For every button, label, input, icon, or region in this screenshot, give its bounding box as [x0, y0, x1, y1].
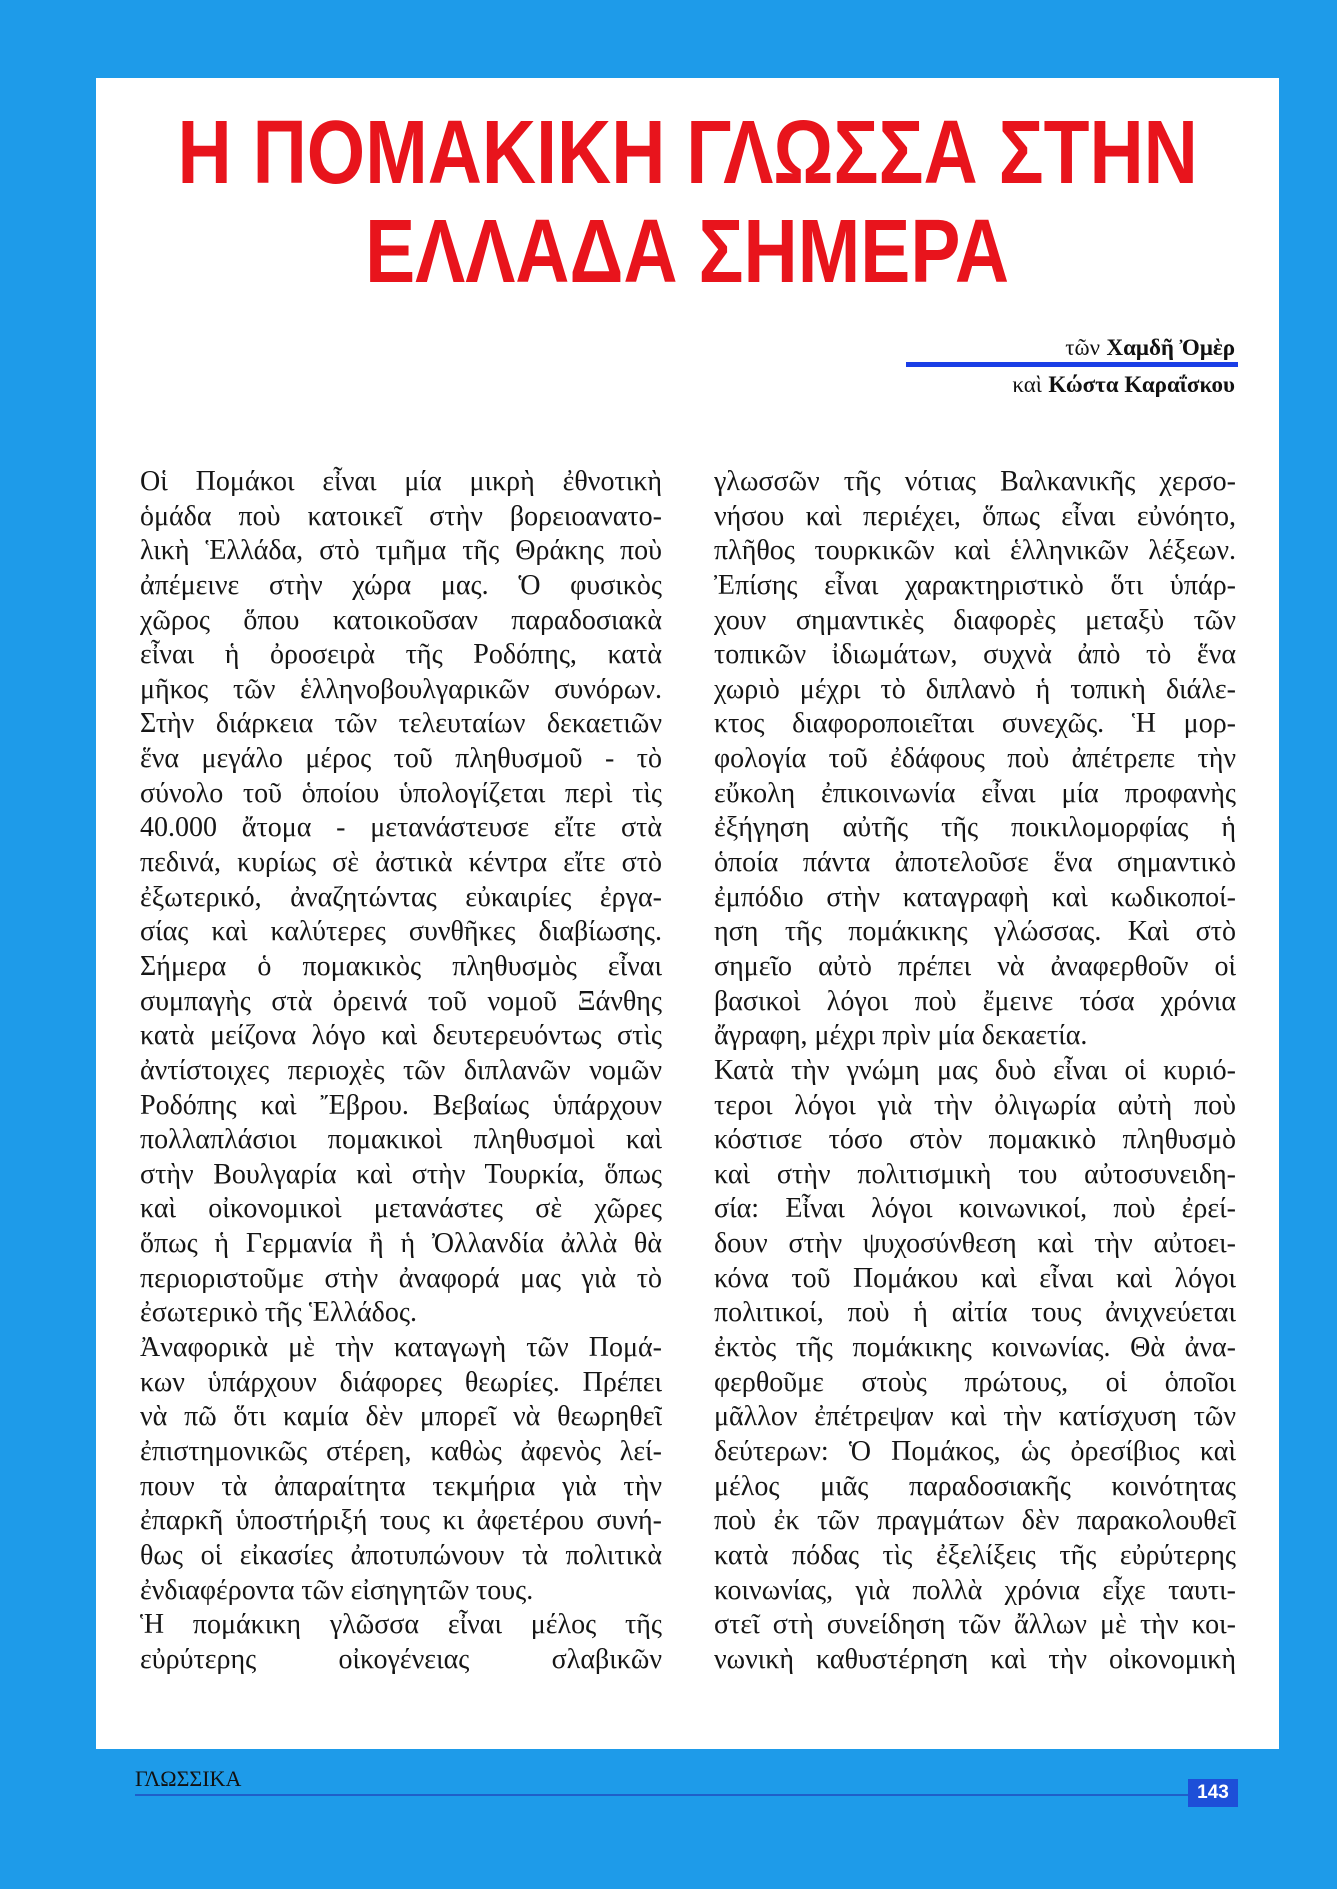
text-line: ἐσωτερικὸ τῆς Ἑλλάδος. [140, 1297, 417, 1329]
text-line: δουν στὴν ψυχοσύνθεση καὶ τὴν αὐτοει- [714, 1228, 1236, 1260]
text-line: στὴν Βουλγαρία καὶ στὴν Τουρκία, ὅπως [140, 1158, 662, 1190]
article-title-text: Η ΠΟΜΑΚΙΚΗ ΓΛΩΣΣΑ ΣΤΗΝ [177, 103, 1198, 203]
text-line: πολιτικοί, ποὺ ἡ αἰτία τους ἀνιχνεύεται [714, 1297, 1236, 1329]
text-line: ἄγραφη, μέχρι πρὶν μία δεκαετία. [714, 1020, 1088, 1052]
text-line: κατὰ πόδας τὶς ἐξελίξεις τῆς εὐρύτερης [714, 1539, 1236, 1571]
text-line: κόστισε τόσο στὸν πομακικὸ πληθυσμὸ [714, 1124, 1236, 1156]
text-line: ἐπαρκῆ ὑποστήριξή τους κι ἀφετέρου συνή- [140, 1505, 662, 1537]
text-line: Στὴν διάρκεια τῶν τελευταίων δεκαετιῶν [140, 708, 662, 740]
text-line: κόνα τοῦ Πομάκου καὶ εἶναι καὶ λόγοι [714, 1262, 1236, 1294]
text-line: μᾶλλον ἐπέτρεψαν καὶ τὴν κατίσχυση τῶν [714, 1401, 1236, 1433]
text-line: σύνολο τοῦ ὁποίου ὑπολογίζεται περὶ τὶς [140, 777, 662, 809]
text-line: σημεῖο αὐτὸ πρέπει νὰ ἀναφερθοῦν οἱ [714, 950, 1236, 982]
text-line: καὶ οἰκονομικοὶ μετανάστες σὲ χῶρες [140, 1193, 662, 1225]
byline-prefix: τῶν [1065, 335, 1101, 360]
byline-author-2 [1012, 371, 1235, 399]
text-line: κοινωνίας, γιὰ πολλὰ χρόνια εἶχε ταυτι- [714, 1574, 1236, 1606]
text-line: κατὰ μείζονα λόγο καὶ δευτερευόντως στὶς [140, 1020, 662, 1052]
text-line: πολλαπλάσιοι πομακικοὶ πληθυσμοὶ καὶ [140, 1124, 662, 1156]
byline-author-1 [1065, 334, 1235, 362]
text-line: σία: Εἶναι λόγοι κοινωνικοί, ποὺ ἐρεί- [714, 1193, 1236, 1225]
right-text-column [714, 465, 1236, 1677]
text-line: κτος διαφοροποιεῖται συνεχῶς. Ἡ μορ- [714, 708, 1236, 740]
text-line: κων ὑπάρχουν διάφορες θεωρίες. Πρέπει [140, 1366, 662, 1398]
text-line: ὁποία πάντα ἀποτελοῦσε ἕνα σημαντικὸ [714, 847, 1236, 879]
text-line: ηση τῆς πομάκικης γλώσσας. Καὶ στὸ [714, 916, 1236, 948]
text-line: ὁμάδα ποὺ κατοικεῖ στὴν βορειοανατο- [140, 500, 662, 532]
text-line: ἐπιστημονικῶς στέρεη, καθὼς ἀφενὸς λεί- [140, 1435, 662, 1467]
byline-rule [906, 362, 1238, 367]
text-line: συμπαγὴς στὰ ὀρεινά τοῦ νομοῦ Ξάνθης [140, 985, 662, 1017]
text-line: εὔκολη ἐπικοινωνία εἶναι μία προφανὴς [714, 777, 1236, 809]
text-line: μῆκος τῶν ἑλληνοβουλγαρικῶν συνόρων. [140, 673, 662, 705]
text-line: γλωσσῶν τῆς νότιας Βαλκανικῆς χερσο- [714, 466, 1236, 497]
author-name: Χαμδῆ Ὀμὲρ [1106, 335, 1235, 360]
text-line: ἀντίστοιχες περιοχὲς τῶν διπλανῶν νομῶν [140, 1054, 662, 1086]
text-line: θως οἱ εἰκασίες ἀποτυπώνουν τὰ πολιτικὰ [140, 1539, 662, 1571]
text-line: Ἀναφορικὰ μὲ τὴν καταγωγὴ τῶν Πομά- [140, 1332, 662, 1364]
text-line: ἐκτὸς τῆς πομάκικης κοινωνίας. Θὰ ἀνα- [714, 1332, 1236, 1364]
text-line: ἀπέμεινε στὴν χώρα μας. Ὁ φυσικὸς [140, 569, 662, 601]
page-number: 143 [1188, 1779, 1238, 1807]
author-name: Κώστα Καραΐσκου [1048, 372, 1235, 397]
footer-rule [135, 1794, 1188, 1796]
text-line: ἕνα μεγάλο μέρος τοῦ πληθυσμοῦ - τὸ [140, 743, 662, 775]
text-line: μέλος μιᾶς παραδοσιακῆς κοινότητας [714, 1470, 1236, 1502]
byline-prefix: καὶ [1012, 372, 1042, 397]
text-line: νήσου καὶ περιέχει, ὅπως εἶναι εὐνόητο, [714, 500, 1236, 532]
text-line: 40.000 ἄτομα - μετανάστευσε εἴτε στὰ [140, 812, 662, 844]
text-line: πλῆθος τουρκικῶν καὶ ἑλληνικῶν λέξεων. [714, 535, 1236, 567]
text-line: Σήμερα ὁ πομακικὸς πληθυσμὸς εἶναι [140, 950, 662, 982]
text-line: νὰ πῶ ὅτι καμία δὲν μπορεῖ νὰ θεωρηθεῖ [140, 1401, 662, 1433]
article-title-line-2 [96, 202, 1279, 302]
article-title-line-1 [96, 103, 1279, 203]
text-line: ἐξήγηση αὐτῆς τῆς ποικιλομορφίας ἡ [714, 812, 1236, 844]
text-line: χῶρος ὅπου κατοικοῦσαν παραδοσιακὰ [140, 604, 662, 636]
text-line: δεύτερων: Ὁ Πομάκος, ὡς ὀρεσίβιος καὶ [714, 1435, 1236, 1467]
text-line: σίας καὶ καλύτερες συνθῆκες διαβίωσης. [140, 916, 662, 948]
text-line: Ροδόπης καὶ Ἔβρου. Βεβαίως ὑπάρχουν [140, 1089, 662, 1121]
text-line: τεροι λόγοι γιὰ τὴν ὀλιγωρία αὐτὴ ποὺ [714, 1089, 1236, 1121]
text-line: ποὺ ἐκ τῶν πραγμάτων δὲν παρακολουθεῖ [714, 1505, 1236, 1537]
article-title-text: ΕΛΛΑΔΑ ΣΗΜΕΡΑ [365, 202, 1010, 302]
text-line: ἐνδιαφέροντα τῶν εἰσηγητῶν τους. [140, 1574, 534, 1606]
text-line: βασικοὶ λόγοι ποὺ ἔμεινε τόσα χρόνια [714, 985, 1236, 1017]
text-line: ὅπως ἡ Γερμανία ἢ ἡ Ὀλλανδία ἀλλὰ θὰ [140, 1228, 662, 1260]
text-line: Οἱ Πομάκοι εἶναι μία μικρὴ ἐθνοτικὴ [140, 466, 662, 497]
text-line: ἐμπόδιο στὴν καταγραφὴ καὶ κωδικοποί- [714, 881, 1236, 913]
text-line: χουν σημαντικὲς διαφορὲς μεταξὺ τῶν [714, 604, 1236, 636]
text-line: Ἡ πομάκικη γλῶσσα εἶναι μέλος τῆς [140, 1609, 662, 1641]
text-line: ἐξωτερικό, ἀναζητώντας εὐκαιρίες ἐργα- [140, 881, 662, 913]
text-line: λικὴ Ἑλλάδα, στὸ τμῆμα τῆς Θράκης ποὺ [140, 535, 662, 567]
text-line: φολογία τοῦ ἐδάφους ποὺ ἀπέτρεπε τὴν [714, 743, 1236, 775]
text-line: καὶ στὴν πολιτισμικὴ του αὐτοσυνειδη- [714, 1158, 1236, 1190]
text-line: πουν τὰ ἀπαραίτητα τεκμήρια γιὰ τὴν [140, 1470, 662, 1502]
left-text-column [140, 465, 662, 1677]
text-line: στεῖ στὴ συνείδηση τῶν ἄλλων μὲ τὴν κοι- [714, 1609, 1236, 1641]
text-line: νωνικὴ καθυστέρηση καὶ τὴν οἰκονομικὴ [714, 1643, 1236, 1675]
text-line: εἶναι ἡ ὀροσειρὰ τῆς Ροδόπης, κατὰ [140, 639, 662, 671]
text-line: φερθοῦμε στοὺς πρώτους, οἱ ὁποῖοι [714, 1366, 1236, 1398]
text-line: τοπικῶν ἰδιωμάτων, συχνὰ ἀπὸ τὸ ἕνα [714, 639, 1236, 671]
text-line: Κατὰ τὴν γνώμη μας δυὸ εἶναι οἱ κυριό- [714, 1054, 1236, 1086]
text-line: Ἐπίσης εἶναι χαρακτηριστικὸ ὅτι ὑπάρ- [714, 569, 1236, 601]
text-line: πεδινά, κυρίως σὲ ἀστικὰ κέντρα εἴτε στὸ [140, 847, 662, 879]
text-line: εὐρύτερης οἰκογένειας σλαβικῶν [140, 1643, 662, 1675]
journal-name: ΓΛΩΣΣΙΚΑ [135, 1766, 242, 1791]
text-line: χωριὸ μέχρι τὸ διπλανὸ ἡ τοπικὴ διάλε- [714, 673, 1236, 705]
text-line: περιοριστοῦμε στὴν ἀναφορά μας γιὰ τὸ [140, 1262, 662, 1294]
